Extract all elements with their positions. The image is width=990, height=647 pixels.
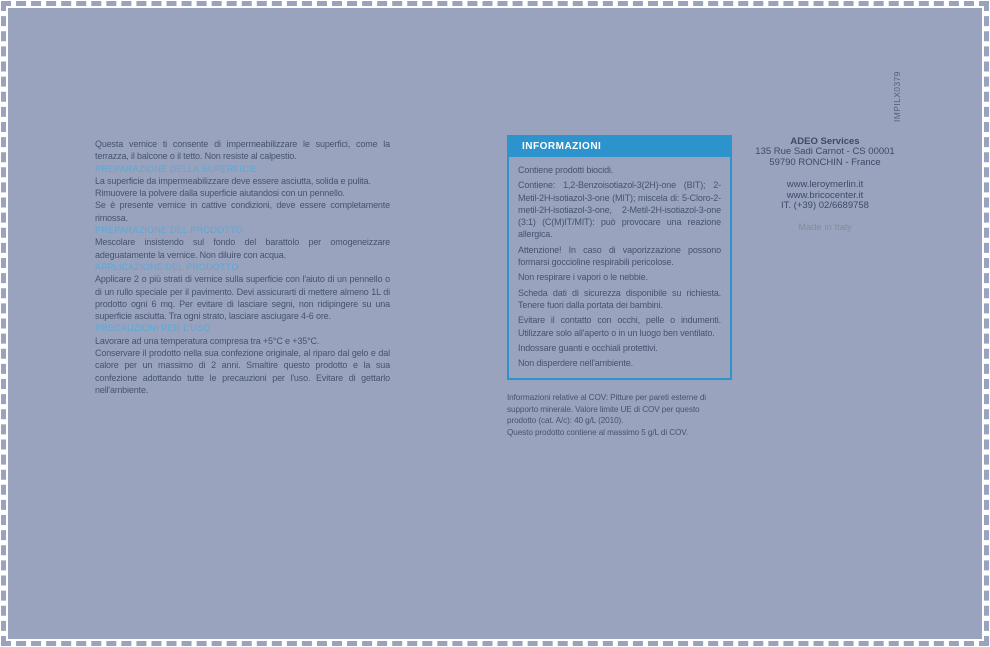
manufacturer-name: ADEO Services (790, 136, 860, 147)
made-in-italy: Made in Italy (798, 222, 852, 234)
info-paragraph: Attenzione! In caso di vaporizzazione possono formarsi goccioline respirabili pericolose. (518, 244, 721, 268)
info-paragraph: Non respirare i vapori o le nebbie. (518, 272, 648, 283)
section-heading-usage-precautions: PRECAUZIONI PER L'USO (95, 323, 211, 334)
instructions-paragraph: Mescolare insistendo sul fondo del barattolo per omogeneizzare adeguatamente la vernice. Non diluire con acqua. (95, 237, 390, 260)
website-leroymerlin: www.leroymerlin.it (786, 179, 864, 191)
info-paragraph: Non disperdere nell'ambiente. (518, 358, 633, 369)
print-code: IMPILX0379 (892, 71, 902, 122)
instructions-paragraph: La superficie da impermeabilizzare deve essere asciutta, solida e pulita. (95, 175, 371, 186)
informazioni-header: INFORMAZIONI (509, 137, 730, 157)
instructions-paragraph: Lavorare ad una temperatura compresa tra +5°C e +35°C. (95, 335, 320, 346)
cov-paragraph: Questo prodotto contiene al massimo 5 g/L di COV. (507, 427, 689, 437)
instructions-paragraph: Rimuovere la polvere dalla superficie aiutandosi con un pennello. (95, 188, 345, 199)
info-paragraph: Evitare il contatto con occhi, pelle o indumenti. Utilizzare solo all'aperto o in un luogo ben ventilato. (518, 315, 721, 338)
informazioni-content (509, 157, 730, 369)
website-bricocenter: www.bricocenter.it (786, 189, 864, 201)
manufacturer-address-line1: 135 Rue Sadi Carnot - CS 00001 (755, 146, 895, 158)
intro-paragraph: Questa vernice ti consente di impermeabilizzare le superfici, come la terrazza, il balcone o il tetto. Non resiste al calpestio. (95, 139, 390, 162)
info-paragraph: Contiene: 1,2-Benzoisotiazol-3(2H)-one (BIT); 2-Metil-2H-isotiazol-3-one (MIT); miscela di: 5-Cloro-2-metil-2H-isotiazol-3-one, 2-Metil-2H-isotiazol-3-one (3:1) (C(M)IT/MIT): può provocare una reazione allergica. (518, 180, 721, 240)
label-background (8, 8, 982, 639)
section-heading-product-preparation: PREPARAZIONE DEL PRODOTTO (95, 225, 243, 236)
cov-note (507, 392, 729, 438)
manufacturer-block (745, 137, 905, 234)
informazioni-box (507, 135, 732, 380)
manufacturer-address-line2: 59790 RONCHIN - France (769, 156, 881, 168)
info-paragraph: Contiene prodotti biocidi. (518, 165, 614, 175)
instructions-paragraph: Se è presente vernice in cattive condizioni, deve essere completamente rimossa. (95, 200, 390, 223)
phone-number: IT. (+39) 02/6689758 (781, 200, 869, 212)
section-heading-surface-preparation: PREPARAZIONE DELLA SUPERFICIE (95, 163, 258, 174)
cov-paragraph: Informazioni relative al COV: Pitture per pareti esterne di supporto minerale. Valore limite UE di COV per questo prodotto (cat. A/c): 40 g/L (2010). (507, 393, 707, 426)
instructions-paragraph: Applicare 2 o più strati di vernice sulla superficie con l'aiuto di un pennello o di un rullo speciale per il pavimento. Devi assicurarti di mettere almeno 1L di prodotto ogni 6 mq. Per evitare di lasciare segni, non ridipingere su una superficie asciutta. Tra ogni strato, lasciare asciugare 4-6 ore. (95, 274, 390, 322)
info-paragraph: Scheda dati di sicurezza disponibile su richiesta. Tenere fuori dalla portata dei bambini. (518, 287, 721, 310)
instructions-paragraph: Conservare il prodotto nella sua confezione originale, al riparo dal gelo e dal calore per un massimo di 2 anni. Smaltire questo prodotto e la sua confezione adottando tutte le precauzioni per l'uso. Evitare di gettarlo nell'ambiente. (95, 348, 390, 395)
usage-instructions-column (95, 138, 390, 396)
info-paragraph: Indossare guanti e occhiali protettivi. (518, 342, 658, 353)
section-heading-product-application: APPLICAZIONE DEL PRODOTTO (95, 261, 239, 272)
